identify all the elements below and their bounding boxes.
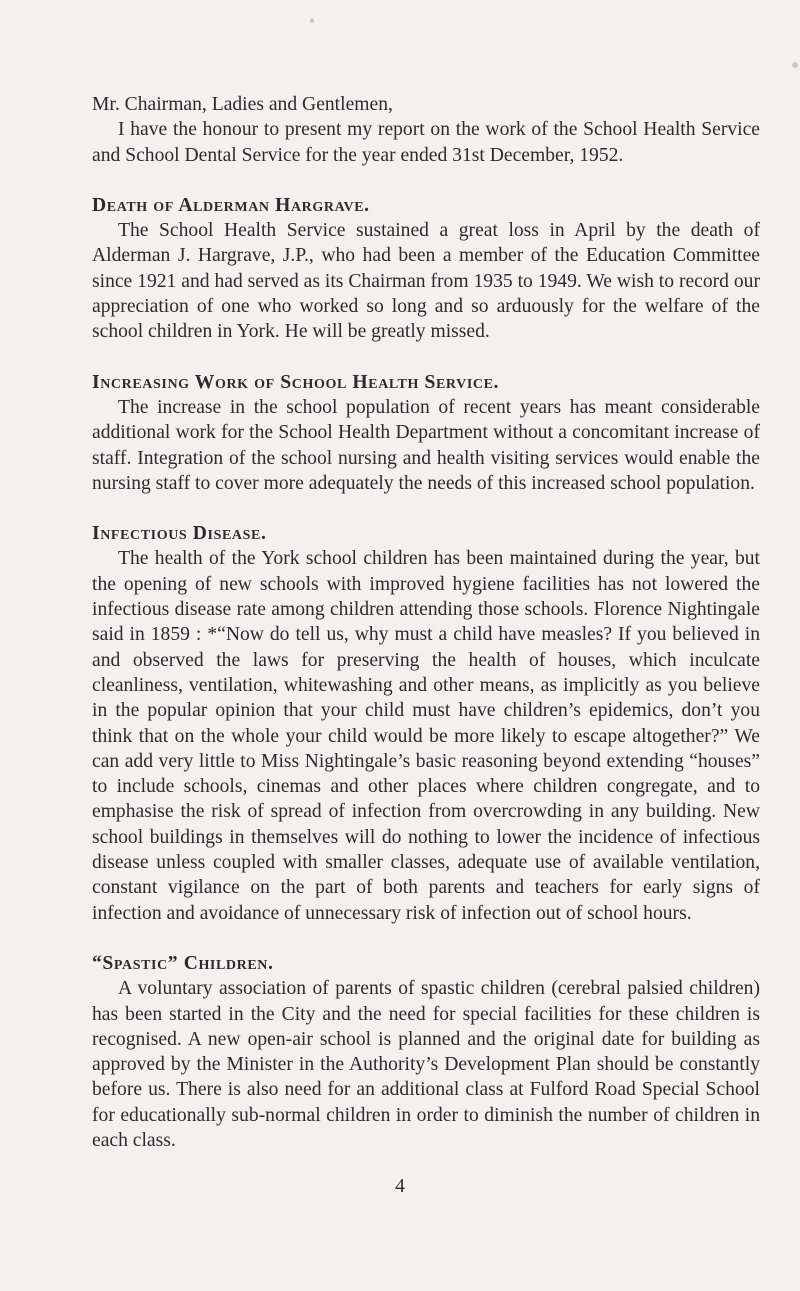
- salutation: Mr. Chairman, Ladies and Gentlemen,: [92, 94, 393, 115]
- intro-paragraph: I have the honour to present my report on the work of the School Health Service and School Dental Service for the year ended 31st December, 1952.: [92, 119, 760, 166]
- section-body-death-of-alderman: The School Health Service sustained a great loss in April by the death of Alderman J. Hargrave, J.P., who had been a member of the Education Committee since 1921 and had served as its Chairman from 1935 to 1949. We wish to record our appreciation of one who worked so long and so arduously for the welfare of the school children in York. He will be greatly missed.: [92, 220, 760, 343]
- report-body: [92, 92, 760, 1153]
- section-heading-death-of-alderman: Death of Alderman Hargrave.: [92, 194, 370, 216]
- section-body-infectious-disease: The health of the York school children has been maintained during the year, but the opening of new schools with improved hygiene facilities has not lowered the infectious disease rate among children attending those schools. Florence Nightingale said in 1859 : *“Now do tell us, why must a child have measles? If you believed in and observed the laws for preserving the health of houses, which inculcate cleanliness, ventilation, whitewashing and other means, as implicitly as you believe in the popular opinion that your child must have children’s epidemics, don’t you think that on the whole your child would be more likely to escape altogether?” We can add very little to Miss Nightingale’s basic reasoning beyond extending “houses” to include schools, cinemas and other places where children congregate, and to emphasise the risk of spread of infection from overcrowding in any building. New school buildings in themselves will do nothing to lower the incidence of infectious disease unless coupled with smaller classes, adequate use of available ventilation, constant vigilance on the part of both parents and teachers for early signs of infection and avoidance of unnecessary risk of infection out of school hours.: [92, 548, 760, 924]
- section-heading-spastic-children: “Spastic” Children.: [92, 952, 274, 974]
- section-heading-infectious-disease: Infectious Disease.: [92, 523, 267, 545]
- section-heading-increasing-work: Increasing Work of School Health Service.: [92, 371, 500, 393]
- paper-speck: [792, 62, 798, 68]
- section-body-increasing-work: The increase in the school population of recent years has meant considerable additional work for the School Health Department without a concomitant increase of staff. Integration of the school nursing and health visiting services would enable the nursing staff to cover more adequately the needs of this increased school population.: [92, 396, 760, 494]
- page-number: 4: [395, 1176, 405, 1197]
- section-body-spastic-children: A voluntary association of parents of spastic children (cerebral palsied children) has been started in the City and the need for special facilities for these children is recognised. A new open-air school is planned and the original date for building as approved by the Minister in the Authority’s Development Plan should be constantly before us. There is also need for an additional class at Fulford Road Special School for educationally sub-normal children in order to diminish the number of children in each class.: [92, 978, 760, 1151]
- paper-speck: [310, 18, 314, 23]
